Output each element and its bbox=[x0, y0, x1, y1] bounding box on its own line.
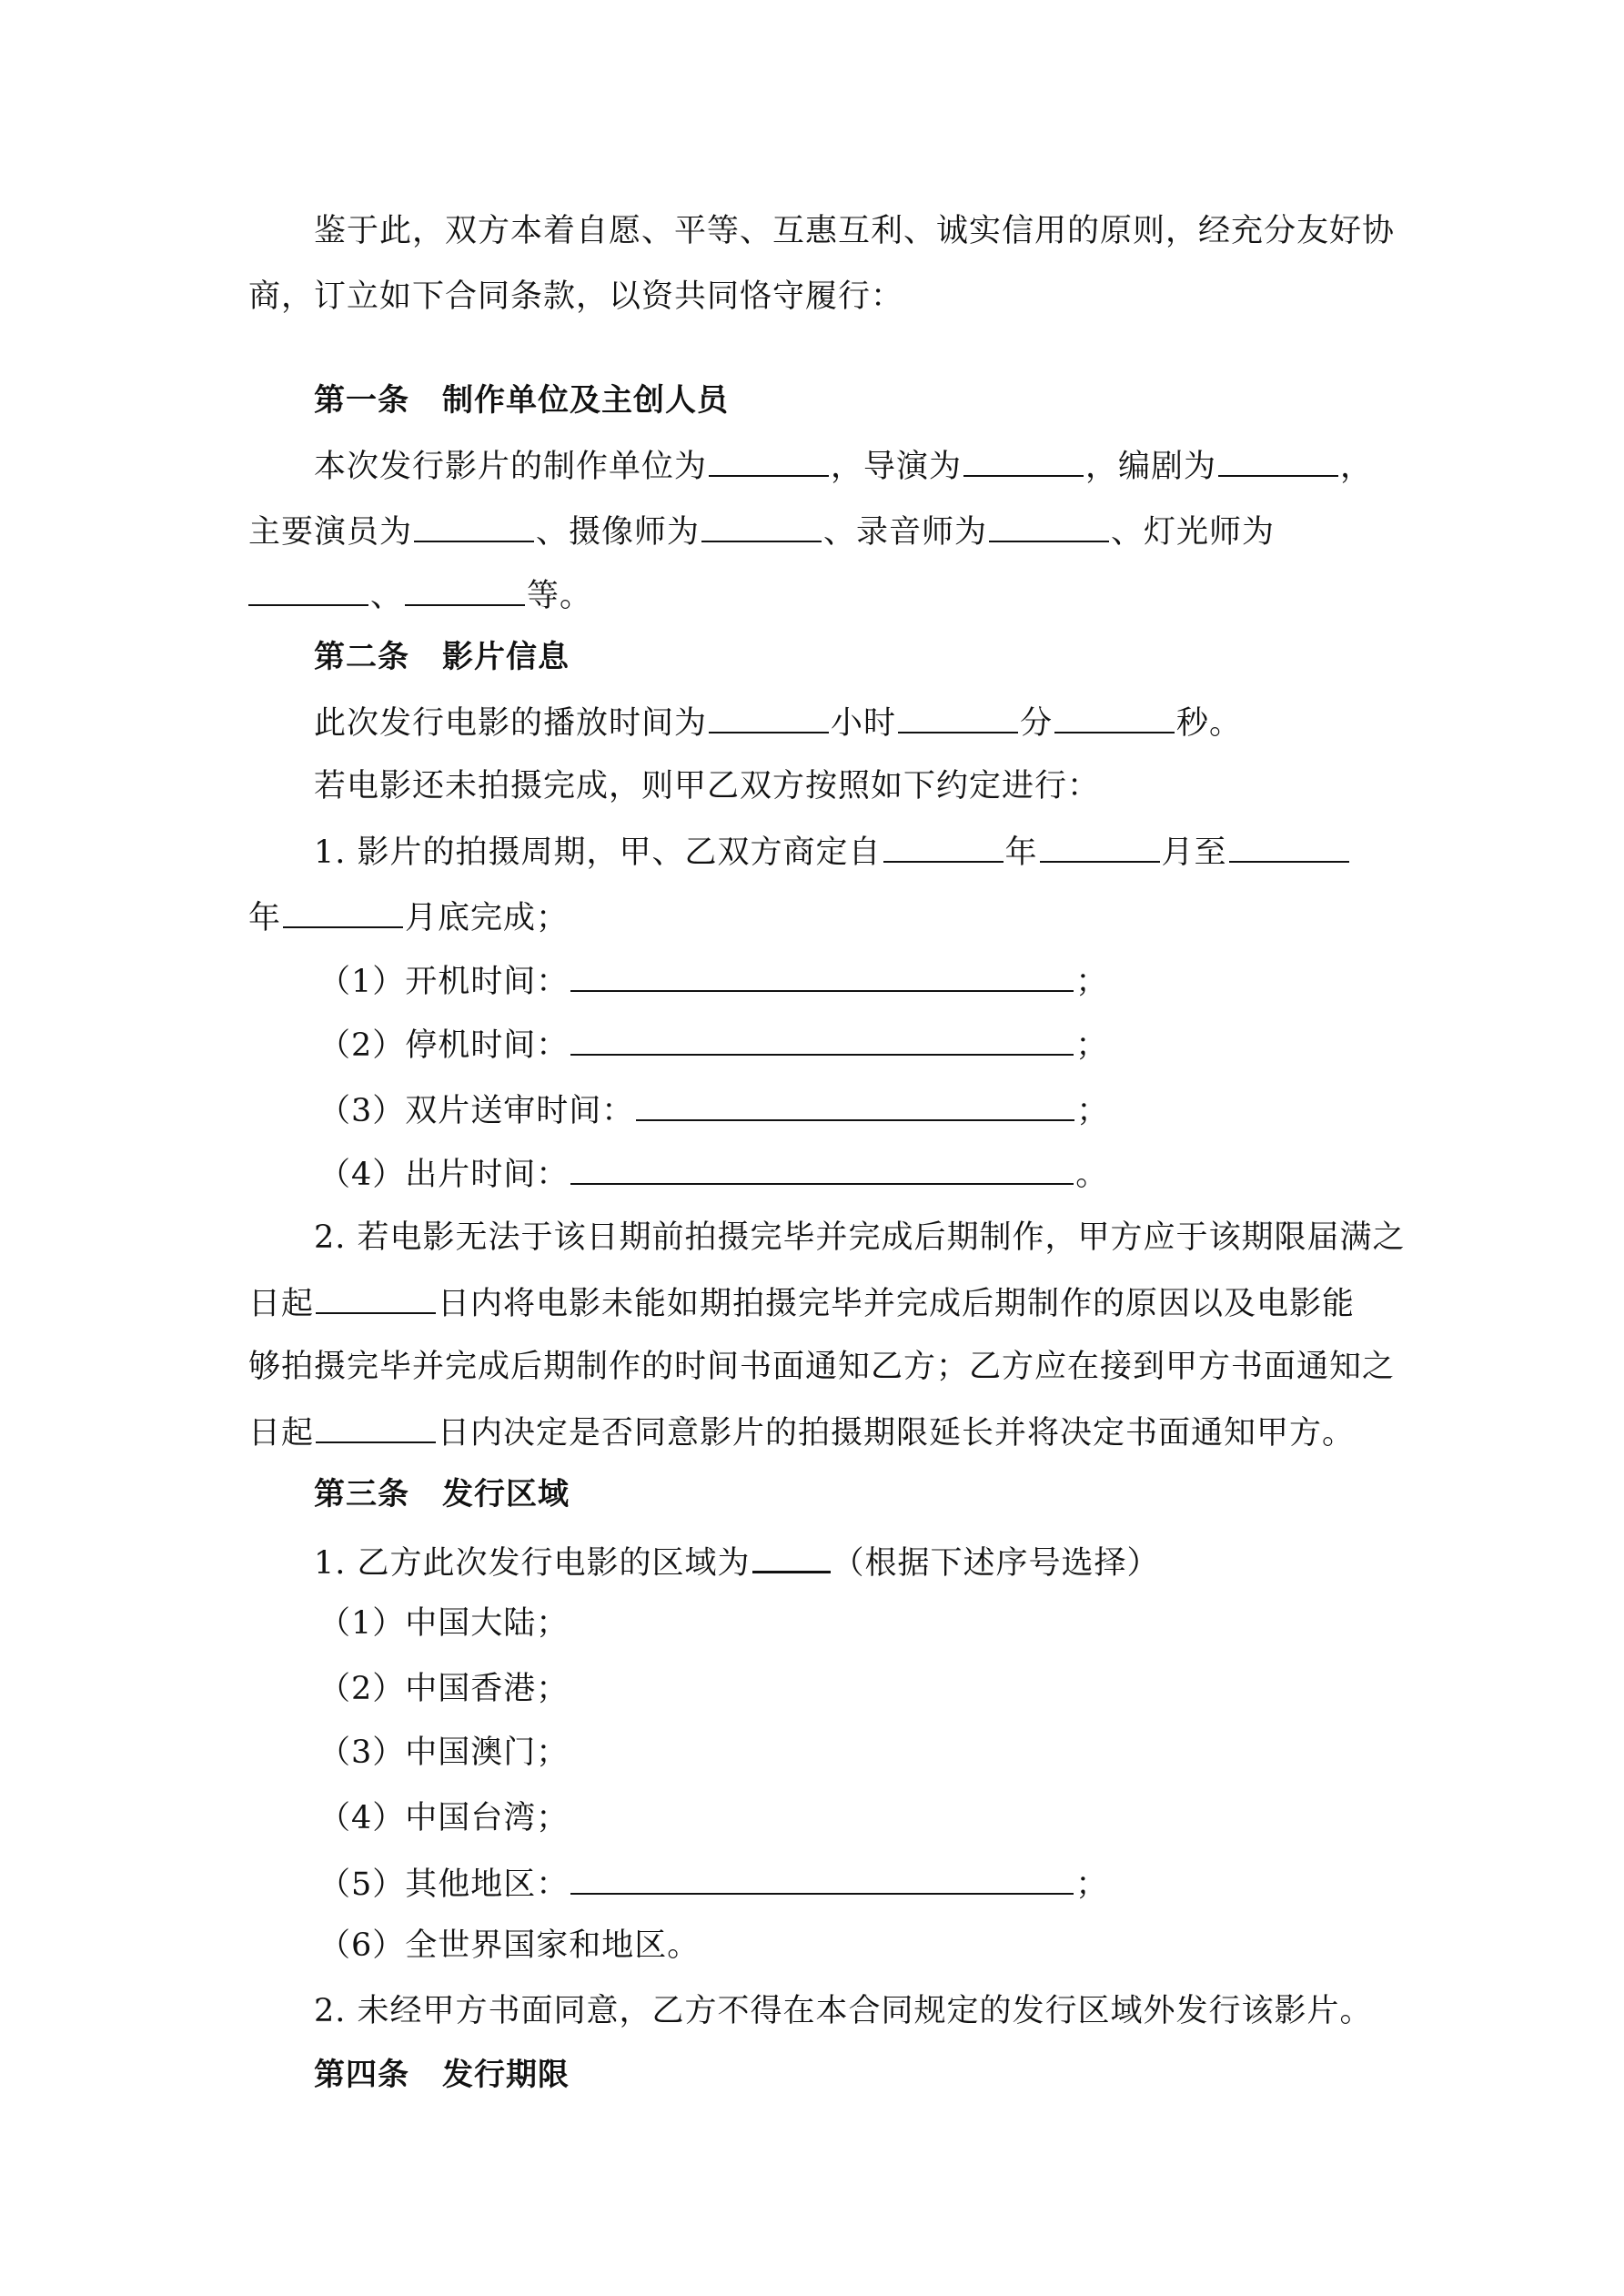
blank-screenwriter[interactable] bbox=[1218, 444, 1338, 477]
text-segment: 1. 影片的拍摄周期，甲、乙双方商定自 bbox=[314, 834, 882, 871]
article-3-heading bbox=[314, 1474, 570, 1514]
delay-line-4 bbox=[248, 1411, 1355, 1453]
blank-lighting-1[interactable] bbox=[248, 573, 368, 606]
blank-lead-actors[interactable] bbox=[414, 510, 534, 542]
text-segment: （2）停机时间： bbox=[318, 1027, 570, 1064]
region-item-3: （3）中国澳门； bbox=[318, 1735, 570, 1771]
schedule-item-4 bbox=[318, 1152, 1108, 1195]
article-1-line-1 bbox=[314, 444, 1373, 487]
blank-region-choice[interactable] bbox=[752, 1540, 831, 1573]
text-segment: ； bbox=[1075, 1027, 1109, 1064]
schedule-item-3 bbox=[318, 1088, 1109, 1131]
blank-shooting-end[interactable] bbox=[570, 1023, 1074, 1056]
schedule-item-1 bbox=[318, 959, 1108, 1002]
blank-start-month[interactable] bbox=[1040, 830, 1160, 863]
article-4-number: 第四条 bbox=[314, 2057, 409, 2093]
text-segment: 日起 bbox=[248, 1415, 315, 1451]
region-line bbox=[314, 1540, 1160, 1583]
blank-director[interactable] bbox=[963, 444, 1084, 477]
text-segment: 秒。 bbox=[1176, 705, 1243, 742]
article-4-heading bbox=[314, 2055, 570, 2095]
blank-minutes[interactable] bbox=[898, 701, 1018, 733]
article-1-line-3 bbox=[248, 573, 592, 616]
blank-lighting-2[interactable] bbox=[405, 573, 525, 606]
region-restriction: 2. 未经甲方书面同意，乙方不得在本合同规定的发行区域外发行该影片。 bbox=[314, 1993, 1373, 2029]
text-segment: ，编剧为 bbox=[1085, 449, 1217, 485]
text-segment: 日内将电影未能如期拍摄完毕并完成后期制作的原因以及电影能 bbox=[438, 1286, 1356, 1322]
text-segment: （4）出片时间： bbox=[318, 1157, 570, 1193]
delay-line-3: 够拍摄完毕并完成后期制作的时间书面通知乙方；乙方应在接到甲方书面通知之 bbox=[248, 1349, 1396, 1385]
blank-release-date[interactable] bbox=[570, 1152, 1074, 1185]
text-segment: 、 bbox=[370, 578, 404, 614]
region-item-4: （4）中国台湾； bbox=[318, 1800, 570, 1836]
article-2-heading bbox=[314, 637, 570, 677]
text-segment: ； bbox=[1076, 1093, 1110, 1129]
text-segment: 年 bbox=[248, 900, 282, 936]
text-segment: 年 bbox=[1004, 834, 1038, 871]
schedule-line-1 bbox=[314, 830, 1351, 873]
text-segment: ； bbox=[1075, 1866, 1109, 1903]
text-segment: 等。 bbox=[527, 578, 593, 614]
text-segment: （5）其他地区： bbox=[318, 1866, 570, 1903]
text-segment: 1. 乙方此次发行电影的区域为 bbox=[314, 1545, 751, 1582]
text-segment: 月底完成； bbox=[405, 900, 570, 936]
article-1-line-2 bbox=[248, 510, 1275, 552]
region-item-2: （2）中国香港； bbox=[318, 1671, 570, 1707]
blank-other-region[interactable] bbox=[570, 1862, 1074, 1895]
article-1-heading bbox=[314, 380, 729, 420]
text-segment: 主要演员为 bbox=[248, 514, 413, 551]
region-item-6: （6）全世界国家和地区。 bbox=[318, 1927, 701, 1964]
text-segment: （3）双片送审时间： bbox=[318, 1093, 635, 1129]
text-segment: 。 bbox=[1075, 1157, 1109, 1193]
article-2-number: 第二条 bbox=[314, 639, 409, 675]
delay-line-2 bbox=[248, 1281, 1355, 1324]
blank-review-date[interactable] bbox=[636, 1088, 1074, 1121]
text-segment: 日内决定是否同意影片的拍摄期限延长并将决定书面通知甲方。 bbox=[438, 1415, 1356, 1451]
schedule-line-2 bbox=[248, 895, 569, 938]
article-2-title: 影片信息 bbox=[442, 639, 570, 675]
text-segment: 月至 bbox=[1161, 834, 1227, 871]
blank-end-month[interactable] bbox=[283, 895, 403, 928]
text-segment: 、灯光师为 bbox=[1111, 514, 1276, 551]
text-segment: 日起 bbox=[248, 1286, 315, 1322]
text-segment: 此次发行电影的播放时间为 bbox=[314, 705, 708, 742]
text-segment: 、摄像师为 bbox=[536, 514, 701, 551]
text-segment: （根据下述序号选择） bbox=[832, 1545, 1160, 1582]
article-4-title: 发行期限 bbox=[442, 2057, 570, 2093]
text-segment: 本次发行影片的制作单位为 bbox=[314, 449, 708, 485]
delay-line-1: 2. 若电影无法于该日期前拍摄完毕并完成后期制作，甲方应于该期限届满之 bbox=[314, 1219, 1406, 1256]
text-segment: （1）开机时间： bbox=[318, 964, 570, 1000]
blank-sound-engineer[interactable] bbox=[989, 510, 1109, 542]
text-segment: ； bbox=[1075, 964, 1109, 1000]
text-segment: 分 bbox=[1020, 705, 1054, 742]
article-1-number: 第一条 bbox=[314, 382, 409, 419]
region-item-5 bbox=[318, 1862, 1108, 1905]
schedule-item-2 bbox=[318, 1023, 1108, 1066]
blank-producer[interactable] bbox=[709, 444, 829, 477]
article-1-title: 制作单位及主创人员 bbox=[442, 382, 729, 419]
runtime-line bbox=[314, 701, 1242, 743]
blank-notify-days[interactable] bbox=[316, 1281, 436, 1314]
blank-decision-days[interactable] bbox=[316, 1411, 436, 1443]
blank-shooting-start[interactable] bbox=[570, 959, 1074, 992]
article-3-title: 发行区域 bbox=[442, 1476, 570, 1512]
article-3-number: 第三条 bbox=[314, 1476, 409, 1512]
text-segment: 小时 bbox=[831, 705, 897, 742]
region-item-1: （1）中国大陆； bbox=[318, 1605, 570, 1642]
intro-line-2: 商，订立如下合同条款，以资共同恪守履行： bbox=[248, 278, 904, 315]
condition-line: 若电影还未拍摄完成，则甲乙双方按照如下约定进行： bbox=[314, 768, 1101, 804]
intro-line-1: 鉴于此，双方本着自愿、平等、互惠互利、诚实信用的原则，经充分友好协 bbox=[314, 213, 1396, 249]
blank-hours[interactable] bbox=[709, 701, 829, 733]
blank-cinematographer[interactable] bbox=[701, 510, 822, 542]
text-segment: 、录音师为 bbox=[823, 514, 988, 551]
text-segment: ， bbox=[1340, 449, 1374, 485]
blank-start-year[interactable] bbox=[883, 830, 1004, 863]
blank-end-year[interactable] bbox=[1229, 830, 1349, 863]
blank-seconds[interactable] bbox=[1054, 701, 1175, 733]
text-segment: ，导演为 bbox=[831, 449, 963, 485]
